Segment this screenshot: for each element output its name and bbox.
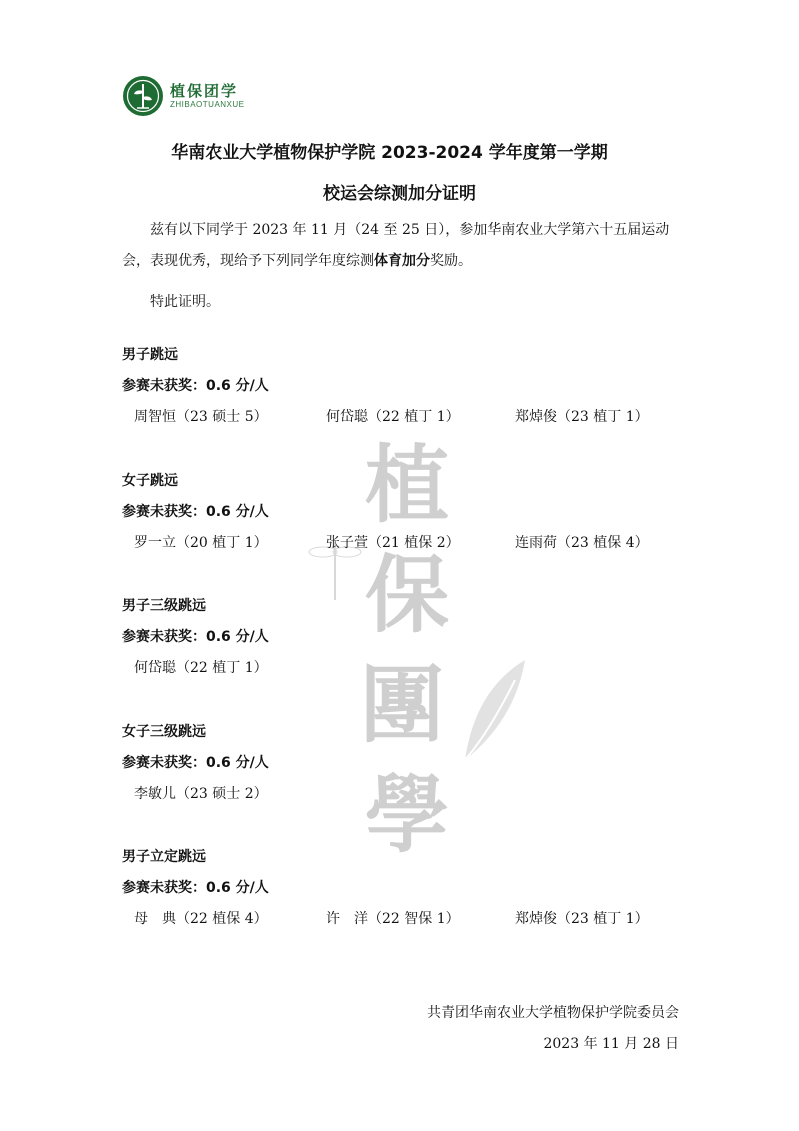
- event-title: 女子跳远: [122, 473, 178, 489]
- logo-name-cn: 植保团学: [170, 82, 239, 100]
- event-section: [122, 466, 702, 559]
- award-line: 参赛未获奖：0.6 分/人: [122, 378, 269, 394]
- award-line: 参赛未获奖：0.6 分/人: [122, 755, 269, 771]
- participant-name: 母 典（22 植保 4）: [134, 911, 268, 927]
- participant-name: 郑焯俊（23 植丁 1）: [515, 911, 649, 927]
- event-title: 男子三级跳远: [122, 598, 206, 614]
- participant-row: [122, 904, 702, 935]
- event-section: [122, 717, 702, 810]
- body-bold-text: 体育加分: [374, 253, 430, 269]
- participant-name: 连雨荷（23 植保 4）: [515, 535, 649, 551]
- event-section: [122, 591, 702, 684]
- signature-org: 共青团华南农业大学植物保护学院委员会: [427, 1005, 679, 1021]
- participant-name: 许 洋（22 智保 1）: [326, 911, 460, 927]
- event-section: [122, 340, 702, 433]
- participant-name: 李敏儿（23 硕士 2）: [134, 786, 268, 802]
- closing-statement: 特此证明。: [150, 294, 220, 310]
- participant-row: [122, 779, 702, 810]
- event-title: 男子立定跳远: [122, 849, 206, 865]
- participant-name: 何岱聪（22 植丁 1）: [134, 660, 268, 676]
- participant-name: 周智恒（23 硕士 5）: [134, 409, 268, 425]
- participant-row: [122, 528, 702, 559]
- watermark-char: 保: [365, 545, 450, 644]
- logo-text: [170, 82, 245, 110]
- participant-name: 张子萱（21 植保 2）: [326, 535, 460, 551]
- watermark-char: 學: [365, 765, 450, 864]
- document-title-line2: 校运会综测加分证明: [323, 184, 476, 204]
- body-text: 兹有以下同学于 2023 年 11 月（24 至 25 日），参加华南农业大学第六十五届运动会，表现优秀，现给予下列同学年度综测: [122, 222, 670, 269]
- document-title-line1: 华南农业大学植物保护学院 2023-2024 学年度第一学期: [171, 143, 608, 163]
- award-line: 参赛未获奖：0.6 分/人: [122, 880, 269, 896]
- award-line: 参赛未获奖：0.6 分/人: [122, 629, 269, 645]
- participant-name: 郑焯俊（23 植丁 1）: [515, 409, 649, 425]
- event-section: [122, 842, 702, 935]
- award-line: 参赛未获奖：0.6 分/人: [122, 504, 269, 520]
- participant-row: [122, 653, 702, 684]
- watermark-char: 植: [365, 435, 450, 534]
- logo-name-en: ZHIBAOTUANXUE: [170, 100, 245, 109]
- logo: [122, 74, 245, 118]
- body-paragraph: [122, 215, 682, 277]
- event-title: 男子跳远: [122, 347, 178, 363]
- event-title: 女子三级跳远: [122, 724, 206, 740]
- logo-emblem-icon: [122, 75, 164, 117]
- body-text: 奖励。: [430, 253, 472, 269]
- participant-name: 罗一立（20 植丁 1）: [134, 535, 268, 551]
- participant-name: 何岱聪（22 植丁 1）: [326, 409, 460, 425]
- participant-row: [122, 402, 702, 433]
- watermark-char: 團: [360, 655, 445, 754]
- signature-date: 2023 年 11 月 28 日: [543, 1036, 679, 1052]
